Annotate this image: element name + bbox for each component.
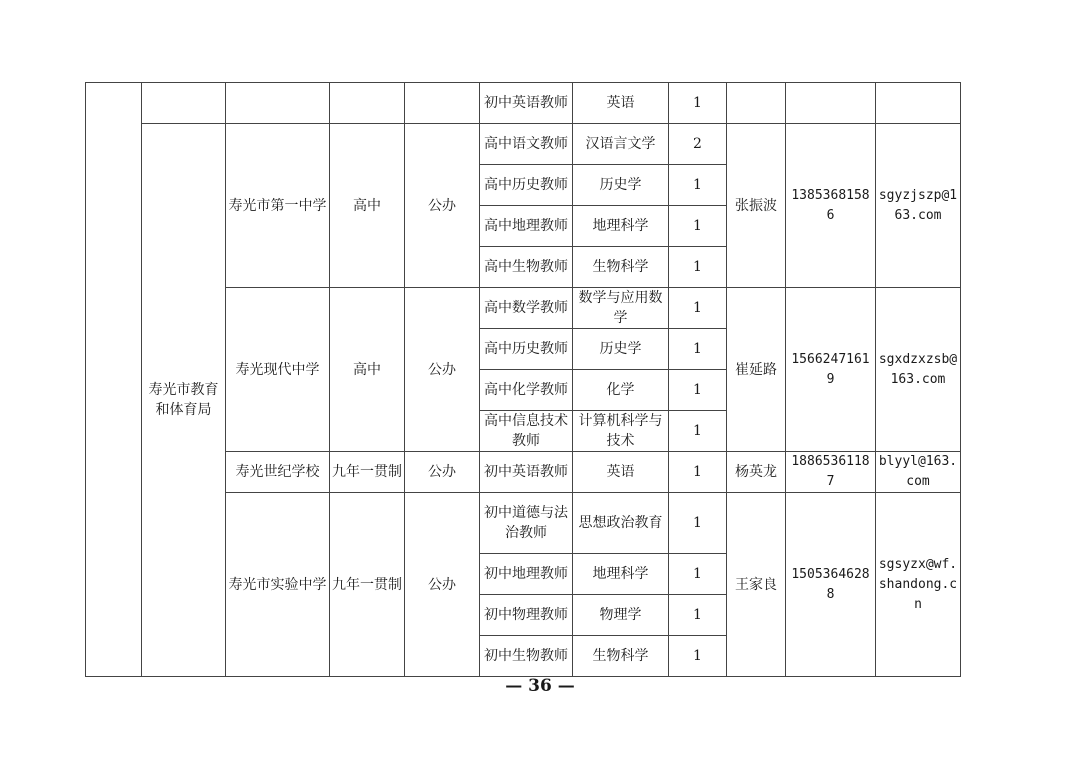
major-cell: 生物科学 <box>573 636 669 677</box>
count-cell: 1 <box>669 165 727 206</box>
major-cell: 历史学 <box>573 329 669 370</box>
position-cell: 高中化学教师 <box>480 370 573 411</box>
position-cell: 高中生物教师 <box>480 247 573 288</box>
count-cell: 1 <box>669 247 727 288</box>
phone-cell: 18865361187 <box>786 452 876 493</box>
email-cell: sgyzjszp@163.com <box>876 124 961 288</box>
position-cell: 高中历史教师 <box>480 329 573 370</box>
phone-cell: 15053646288 <box>786 493 876 677</box>
school-name-cell: 寿光市实验中学 <box>226 493 330 677</box>
count-cell: 1 <box>669 595 727 636</box>
position-cell: 初中英语教师 <box>480 83 573 124</box>
school-level-cell: 高中 <box>330 288 405 452</box>
empty-cell <box>226 83 330 124</box>
position-cell: 初中道德与法治教师 <box>480 493 573 554</box>
position-cell: 初中英语教师 <box>480 452 573 493</box>
contact-cell: 崔延路 <box>727 288 786 452</box>
phone-cell: 15662471619 <box>786 288 876 452</box>
empty-cell <box>330 83 405 124</box>
table-row <box>86 83 961 124</box>
empty-cell <box>727 83 786 124</box>
position-cell: 高中历史教师 <box>480 165 573 206</box>
major-cell: 英语 <box>573 83 669 124</box>
school-level-cell: 高中 <box>330 124 405 288</box>
major-cell: 生物科学 <box>573 247 669 288</box>
count-cell: 1 <box>669 288 727 329</box>
count-cell: 1 <box>669 329 727 370</box>
school-name-cell: 寿光市第一中学 <box>226 124 330 288</box>
school-type-cell: 公办 <box>405 288 480 452</box>
school-name-cell: 寿光世纪学校 <box>226 452 330 493</box>
position-cell: 高中信息技术教师 <box>480 411 573 452</box>
school-name-cell: 寿光现代中学 <box>226 288 330 452</box>
school-type-cell: 公办 <box>405 493 480 677</box>
count-cell: 1 <box>669 554 727 595</box>
count-cell: 1 <box>669 411 727 452</box>
school-level-cell: 九年一贯制 <box>330 452 405 493</box>
position-cell: 高中语文教师 <box>480 124 573 165</box>
count-cell: 1 <box>669 370 727 411</box>
contact-cell: 张振波 <box>727 124 786 288</box>
count-cell: 1 <box>669 493 727 554</box>
email-cell: sgsyzx@wf.shandong.cn <box>876 493 961 677</box>
email-cell: blyyl@163.com <box>876 452 961 493</box>
recruitment-table <box>85 82 961 677</box>
empty-cell <box>86 83 142 677</box>
major-cell: 思想政治教育 <box>573 493 669 554</box>
count-cell: 2 <box>669 124 727 165</box>
major-cell: 地理科学 <box>573 206 669 247</box>
contact-cell: 杨英龙 <box>727 452 786 493</box>
major-cell: 汉语言文学 <box>573 124 669 165</box>
major-cell: 化学 <box>573 370 669 411</box>
position-cell: 初中物理教师 <box>480 595 573 636</box>
count-cell: 1 <box>669 452 727 493</box>
position-cell: 高中地理教师 <box>480 206 573 247</box>
major-cell: 英语 <box>573 452 669 493</box>
empty-cell <box>405 83 480 124</box>
email-cell: sgxdzxzsb@163.com <box>876 288 961 452</box>
count-cell: 1 <box>669 206 727 247</box>
contact-cell: 王家良 <box>727 493 786 677</box>
empty-cell <box>876 83 961 124</box>
major-cell: 物理学 <box>573 595 669 636</box>
major-cell: 数学与应用数学 <box>573 288 669 329</box>
count-cell: 1 <box>669 636 727 677</box>
phone-cell: 13853681586 <box>786 124 876 288</box>
empty-cell <box>786 83 876 124</box>
major-cell: 地理科学 <box>573 554 669 595</box>
empty-cell <box>142 83 226 124</box>
school-type-cell: 公办 <box>405 124 480 288</box>
major-cell: 历史学 <box>573 165 669 206</box>
page-number: — 36 — <box>505 676 575 696</box>
school-level-cell: 九年一贯制 <box>330 493 405 677</box>
position-cell: 高中数学教师 <box>480 288 573 329</box>
position-cell: 初中地理教师 <box>480 554 573 595</box>
department-cell: 寿光市教育和体育局 <box>142 124 226 677</box>
table-row <box>86 124 961 165</box>
school-type-cell: 公办 <box>405 452 480 493</box>
position-cell: 初中生物教师 <box>480 636 573 677</box>
major-cell: 计算机科学与技术 <box>573 411 669 452</box>
count-cell: 1 <box>669 83 727 124</box>
